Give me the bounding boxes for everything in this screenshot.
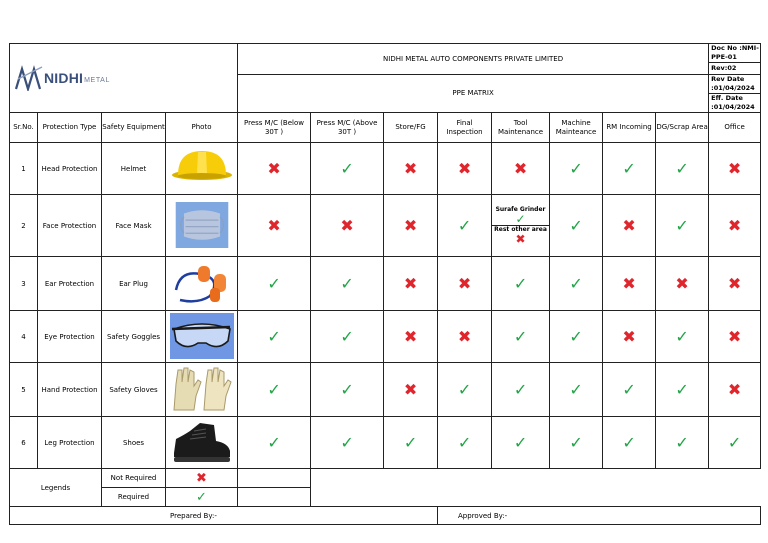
requirement-cell <box>656 257 709 311</box>
cross-icon: ✖ <box>340 215 354 235</box>
check-icon: ✓ <box>267 326 281 346</box>
photo-cell <box>166 417 238 469</box>
sr-no-cell: 5 <box>10 363 38 417</box>
requirement-cell <box>238 311 311 363</box>
header-area: Machine Mainteance <box>550 113 603 143</box>
header-photo: Photo <box>166 113 238 143</box>
requirement-cell <box>438 417 492 469</box>
check-icon: ✓ <box>513 432 528 452</box>
cross-icon: ✖ <box>403 158 418 178</box>
check-icon: ✓ <box>340 432 354 452</box>
requirement-cell <box>238 143 311 195</box>
requirement-cell <box>492 143 550 195</box>
check-icon: ✓ <box>675 432 689 452</box>
check-icon: ✓ <box>457 215 472 235</box>
check-icon: ✓ <box>622 432 636 452</box>
effective-date: Eff. Date :01/04/2024 <box>709 94 761 113</box>
requirement-cell <box>709 311 761 363</box>
requirement-cell <box>492 311 550 363</box>
legend-not-required-label: Not Required <box>102 469 166 488</box>
check-icon: ✓ <box>403 432 418 452</box>
requirement-cell <box>656 143 709 195</box>
safety-equipment-cell: Shoes <box>102 417 166 469</box>
header-area: Press M/C (Below 30T ) <box>238 113 311 143</box>
requirement-cell <box>492 195 550 257</box>
requirement-cell <box>709 417 761 469</box>
table-row <box>10 417 761 469</box>
check-icon: ✓ <box>569 326 583 346</box>
cross-icon: ✖ <box>727 215 742 235</box>
cross-icon: ✖ <box>727 273 742 293</box>
check-icon: ✓ <box>675 158 689 178</box>
requirement-cell <box>311 143 384 195</box>
requirement-cell <box>384 257 438 311</box>
header-area: DG/Scrap Area <box>656 113 709 143</box>
requirement-cell <box>709 143 761 195</box>
requirement-cell <box>603 257 656 311</box>
safety-equipment-cell: Face Mask <box>102 195 166 257</box>
cross-icon: ✖ <box>675 273 689 293</box>
revision-date: Rev Date :01/04/2024 <box>709 75 761 94</box>
photo-cell <box>166 311 238 363</box>
safety-equipment-cell: Helmet <box>102 143 166 195</box>
protection-type-cell: Hand Protection <box>38 363 102 417</box>
ppe-matrix-table <box>9 43 761 525</box>
requirement-cell <box>550 195 603 257</box>
requirement-cell <box>603 311 656 363</box>
requirement-cell <box>384 363 438 417</box>
table-row <box>10 257 761 311</box>
logo-brand: NIDHI <box>44 69 84 86</box>
logo-mark-icon <box>14 65 44 91</box>
requirement-cell <box>603 417 656 469</box>
header-area: Office <box>709 113 761 143</box>
check-icon: ✓ <box>569 379 583 399</box>
requirement-cell <box>311 195 384 257</box>
check-icon: ✓ <box>267 379 281 399</box>
face-mask-icon <box>170 202 234 248</box>
cross-icon: ✖ <box>403 215 418 235</box>
ppe-matrix-document <box>9 43 760 525</box>
check-icon: ✓ <box>569 273 583 293</box>
check-icon: ✓ <box>340 379 354 399</box>
header-sr-no: Sr.No. <box>10 113 38 143</box>
cross-icon: ✖ <box>457 326 472 346</box>
shoes-icon <box>170 419 234 465</box>
cross-icon: ✖ <box>403 326 418 346</box>
sr-no-cell: 6 <box>10 417 38 469</box>
cross-icon: ✖ <box>622 215 636 235</box>
check-icon: ✓ <box>513 379 528 399</box>
requirement-cell <box>603 143 656 195</box>
split-bottom-label: Rest other area <box>494 226 547 233</box>
safety-goggles-icon <box>170 313 234 359</box>
legend-check-cell <box>166 488 238 507</box>
doc-number: Doc No :NMI-PPE-01 <box>709 44 761 63</box>
header-protection-type: Protection Type <box>38 113 102 143</box>
helmet-icon <box>170 145 234 191</box>
company-logo <box>10 65 237 91</box>
requirement-cell <box>709 195 761 257</box>
requirement-cell <box>603 195 656 257</box>
requirement-cell <box>311 363 384 417</box>
safety-gloves-icon <box>170 366 234 412</box>
cross-icon: ✖ <box>727 326 742 346</box>
header-area: RM Incoming <box>603 113 656 143</box>
check-icon: ✓ <box>675 326 689 346</box>
cross-icon: ✖ <box>403 379 418 399</box>
requirement-cell <box>311 311 384 363</box>
requirement-cell <box>492 363 550 417</box>
check-icon: ✓ <box>513 326 528 346</box>
check-icon: ✓ <box>267 273 281 293</box>
legend-spacer <box>311 469 761 507</box>
ear-plug-icon <box>170 260 234 306</box>
check-icon: ✓ <box>675 215 689 235</box>
header-area: Press M/C (Above 30T ) <box>311 113 384 143</box>
cross-icon: ✖ <box>727 158 742 178</box>
approved-by: Approved By:- <box>438 507 761 525</box>
check-icon: ✓ <box>267 432 281 452</box>
check-icon: ✓ <box>457 432 472 452</box>
legend-row-not-required <box>10 469 761 488</box>
photo-cell <box>166 195 238 257</box>
requirement-cell <box>438 363 492 417</box>
table-row <box>10 195 761 257</box>
header-area: Final Inspection <box>438 113 492 143</box>
check-icon: ✓ <box>340 273 354 293</box>
prepared-by: Prepared By:- <box>10 507 438 525</box>
requirement-cell <box>238 363 311 417</box>
photo-cell <box>166 363 238 417</box>
cross-icon: ✖ <box>267 158 281 178</box>
revision: Rev:02 <box>709 63 761 75</box>
requirement-cell <box>311 257 384 311</box>
requirement-cell <box>656 417 709 469</box>
requirement-cell <box>384 143 438 195</box>
safety-equipment-cell: Safety Gloves <box>102 363 166 417</box>
sr-no-cell: 1 <box>10 143 38 195</box>
matrix-body <box>10 143 761 469</box>
requirement-cell <box>384 417 438 469</box>
header-area: Tool Maintenance <box>492 113 550 143</box>
cross-icon: ✖ <box>457 273 472 293</box>
cross-icon: ✖ <box>513 158 528 178</box>
cross-icon: ✖ <box>727 379 742 399</box>
logo-brand-sub: METAL <box>84 76 110 84</box>
company-name: NIDHI METAL AUTO COMPONENTS PRIVATE LIMITED <box>238 44 709 75</box>
requirement-cell <box>384 195 438 257</box>
requirement-cell <box>550 143 603 195</box>
requirement-cell <box>438 257 492 311</box>
requirement-cell <box>492 417 550 469</box>
legend-required-label: Required <box>102 488 166 507</box>
table-row <box>10 311 761 363</box>
check-icon: ✓ <box>569 432 583 452</box>
requirement-cell <box>656 311 709 363</box>
requirement-cell <box>709 257 761 311</box>
table-row <box>10 143 761 195</box>
check-icon: ✓ <box>457 379 472 399</box>
requirement-cell <box>492 257 550 311</box>
photo-cell <box>166 257 238 311</box>
requirement-cell <box>550 363 603 417</box>
legend-blank-cell <box>238 488 311 507</box>
requirement-cell <box>656 363 709 417</box>
requirement-cell <box>238 257 311 311</box>
cross-icon: ✖ <box>403 273 418 293</box>
check-icon: ✓ <box>492 213 549 226</box>
cross-icon: ✖ <box>267 215 281 235</box>
header-safety-equipment: Safety Equipment <box>102 113 166 143</box>
check-icon: ✓ <box>569 158 583 178</box>
safety-equipment-cell: Safety Goggles <box>102 311 166 363</box>
requirement-cell <box>311 417 384 469</box>
check-icon: ✓ <box>340 158 354 178</box>
check-icon: ✓ <box>513 273 528 293</box>
requirement-cell <box>238 417 311 469</box>
legend-label: Legends <box>10 469 102 507</box>
requirement-cell <box>656 195 709 257</box>
requirement-cell <box>438 311 492 363</box>
requirement-cell <box>238 195 311 257</box>
check-icon: ✓ <box>569 215 583 235</box>
logo-cell <box>10 44 238 113</box>
protection-type-cell: Leg Protection <box>38 417 102 469</box>
photo-cell <box>166 143 238 195</box>
page-title: PPE MATRIX <box>238 75 709 113</box>
check-icon: ✓ <box>622 158 636 178</box>
requirement-cell <box>550 311 603 363</box>
requirement-cell <box>550 417 603 469</box>
table-row <box>10 363 761 417</box>
check-icon: ✓ <box>727 432 742 452</box>
legend-cross-cell <box>166 469 238 488</box>
requirement-cell <box>438 143 492 195</box>
header-area: Store/FG <box>384 113 438 143</box>
check-icon: ✓ <box>622 379 636 399</box>
requirement-cell <box>603 363 656 417</box>
check-icon: ✓ <box>675 379 689 399</box>
safety-equipment-cell: Ear Plug <box>102 257 166 311</box>
sr-no-cell: 4 <box>10 311 38 363</box>
split-top-label: Surafe Grinder <box>495 206 546 213</box>
protection-type-cell: Face Protection <box>38 195 102 257</box>
signature-row <box>10 507 761 525</box>
cross-icon: ✖ <box>457 158 472 178</box>
sr-no-cell: 3 <box>10 257 38 311</box>
requirement-cell <box>709 363 761 417</box>
cross-icon: ✖ <box>515 232 526 246</box>
cross-icon: ✖ <box>622 273 636 293</box>
cross-icon: ✖ <box>196 470 207 486</box>
cross-icon: ✖ <box>622 326 636 346</box>
protection-type-cell: Eye Protection <box>38 311 102 363</box>
protection-type-cell: Ear Protection <box>38 257 102 311</box>
check-icon: ✓ <box>196 489 207 505</box>
requirement-cell <box>550 257 603 311</box>
requirement-cell <box>384 311 438 363</box>
legend-blank-cell <box>238 469 311 488</box>
column-header-row <box>10 113 761 143</box>
sr-no-cell: 2 <box>10 195 38 257</box>
check-icon: ✓ <box>340 326 354 346</box>
protection-type-cell: Head Protection <box>38 143 102 195</box>
requirement-cell <box>438 195 492 257</box>
